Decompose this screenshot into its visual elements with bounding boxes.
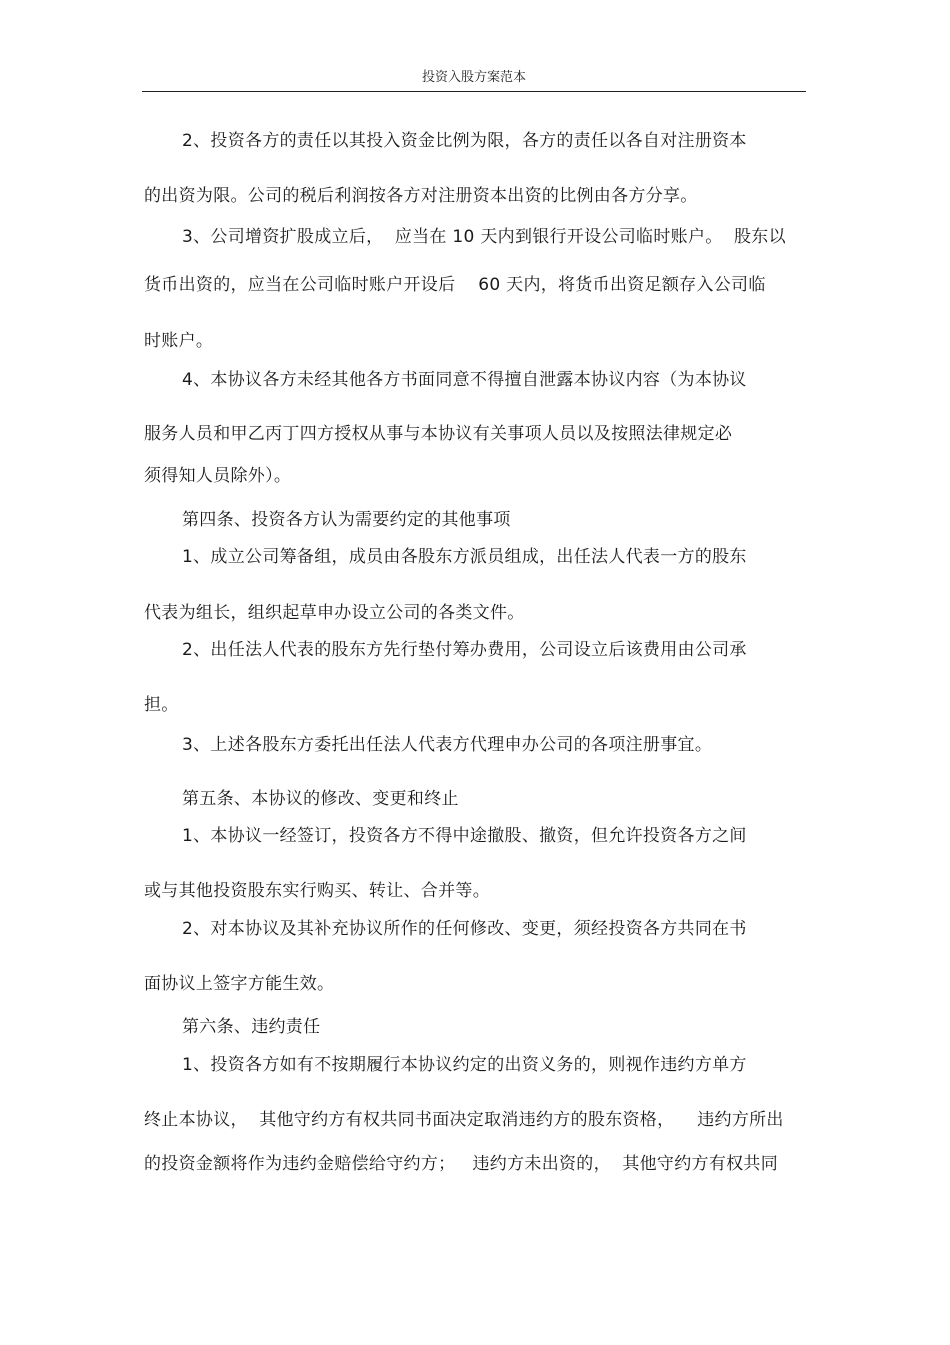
paragraph-line: 或与其他投资股东实行购买、转让、合并等。 bbox=[144, 881, 490, 901]
section-heading: 第六条、违约责任 bbox=[182, 1017, 321, 1037]
paragraph-line: 3、上述各股东方委托出任法人代表方代理申办公司的各项注册事宜。 bbox=[182, 735, 713, 755]
paragraph-line: 面协议上签字方能生效。 bbox=[144, 974, 335, 994]
paragraph-line: 4、本协议各方未经其他各方书面同意不得擅自泄露本协议内容（为本协议 bbox=[182, 370, 747, 390]
paragraph-line: 1、投资各方如有不按期履行本协议约定的出资义务的，则视作违约方单方 bbox=[182, 1055, 747, 1075]
paragraph-line: 的投资金额将作为违约金赔偿给守约方； 违约方未出资的， 其他守约方有权共同 bbox=[144, 1154, 779, 1174]
paragraph-line: 代表为组长，组织起草申办设立公司的各类文件。 bbox=[144, 603, 525, 623]
header-divider bbox=[142, 91, 806, 92]
page-header-title: 投资入股方案范本 bbox=[421, 70, 526, 85]
paragraph-line: 须得知人员除外）。 bbox=[144, 466, 292, 486]
paragraph-line: 2、出任法人代表的股东方先行垫付筹办费用，公司设立后该费用由公司承 bbox=[182, 640, 747, 660]
paragraph-line: 1、本协议一经签订，投资各方不得中途撤股、撤资，但允许投资各方之间 bbox=[182, 826, 747, 846]
section-heading: 第四条、投资各方认为需要约定的其他事项 bbox=[182, 510, 511, 530]
section-heading: 第五条、本协议的修改、变更和终止 bbox=[182, 789, 459, 809]
paragraph-line: 的出资为限。公司的税后利润按各方对注册资本出资的比例由各方分享。 bbox=[144, 186, 698, 206]
paragraph-line: 货币出资的，应当在公司临时账户开设后 60 天内，将货币出资足额存入公司临 bbox=[144, 275, 766, 295]
paragraph-line: 3、公司增资扩股成立后， 应当在 10 天内到银行开设公司临时账户。 股东以 bbox=[182, 227, 786, 247]
paragraph-line: 1、成立公司筹备组，成员由各股东方派员组成，出任法人代表一方的股东 bbox=[182, 547, 747, 567]
paragraph-line: 终止本协议， 其他守约方有权共同书面决定取消违约方的股东资格， 违约方所出 bbox=[144, 1110, 784, 1130]
paragraph-line: 时账户。 bbox=[144, 331, 214, 351]
paragraph-line: 服务人员和甲乙丙丁四方授权从事与本协议有关事项人员以及按照法律规定必 bbox=[144, 424, 733, 444]
paragraph-line: 2、投资各方的责任以其投入资金比例为限，各方的责任以各自对注册资本 bbox=[182, 131, 747, 151]
paragraph-line: 2、对本协议及其补充协议所作的任何修改、变更，须经投资各方共同在书 bbox=[182, 919, 747, 939]
paragraph-line: 担。 bbox=[144, 695, 179, 715]
